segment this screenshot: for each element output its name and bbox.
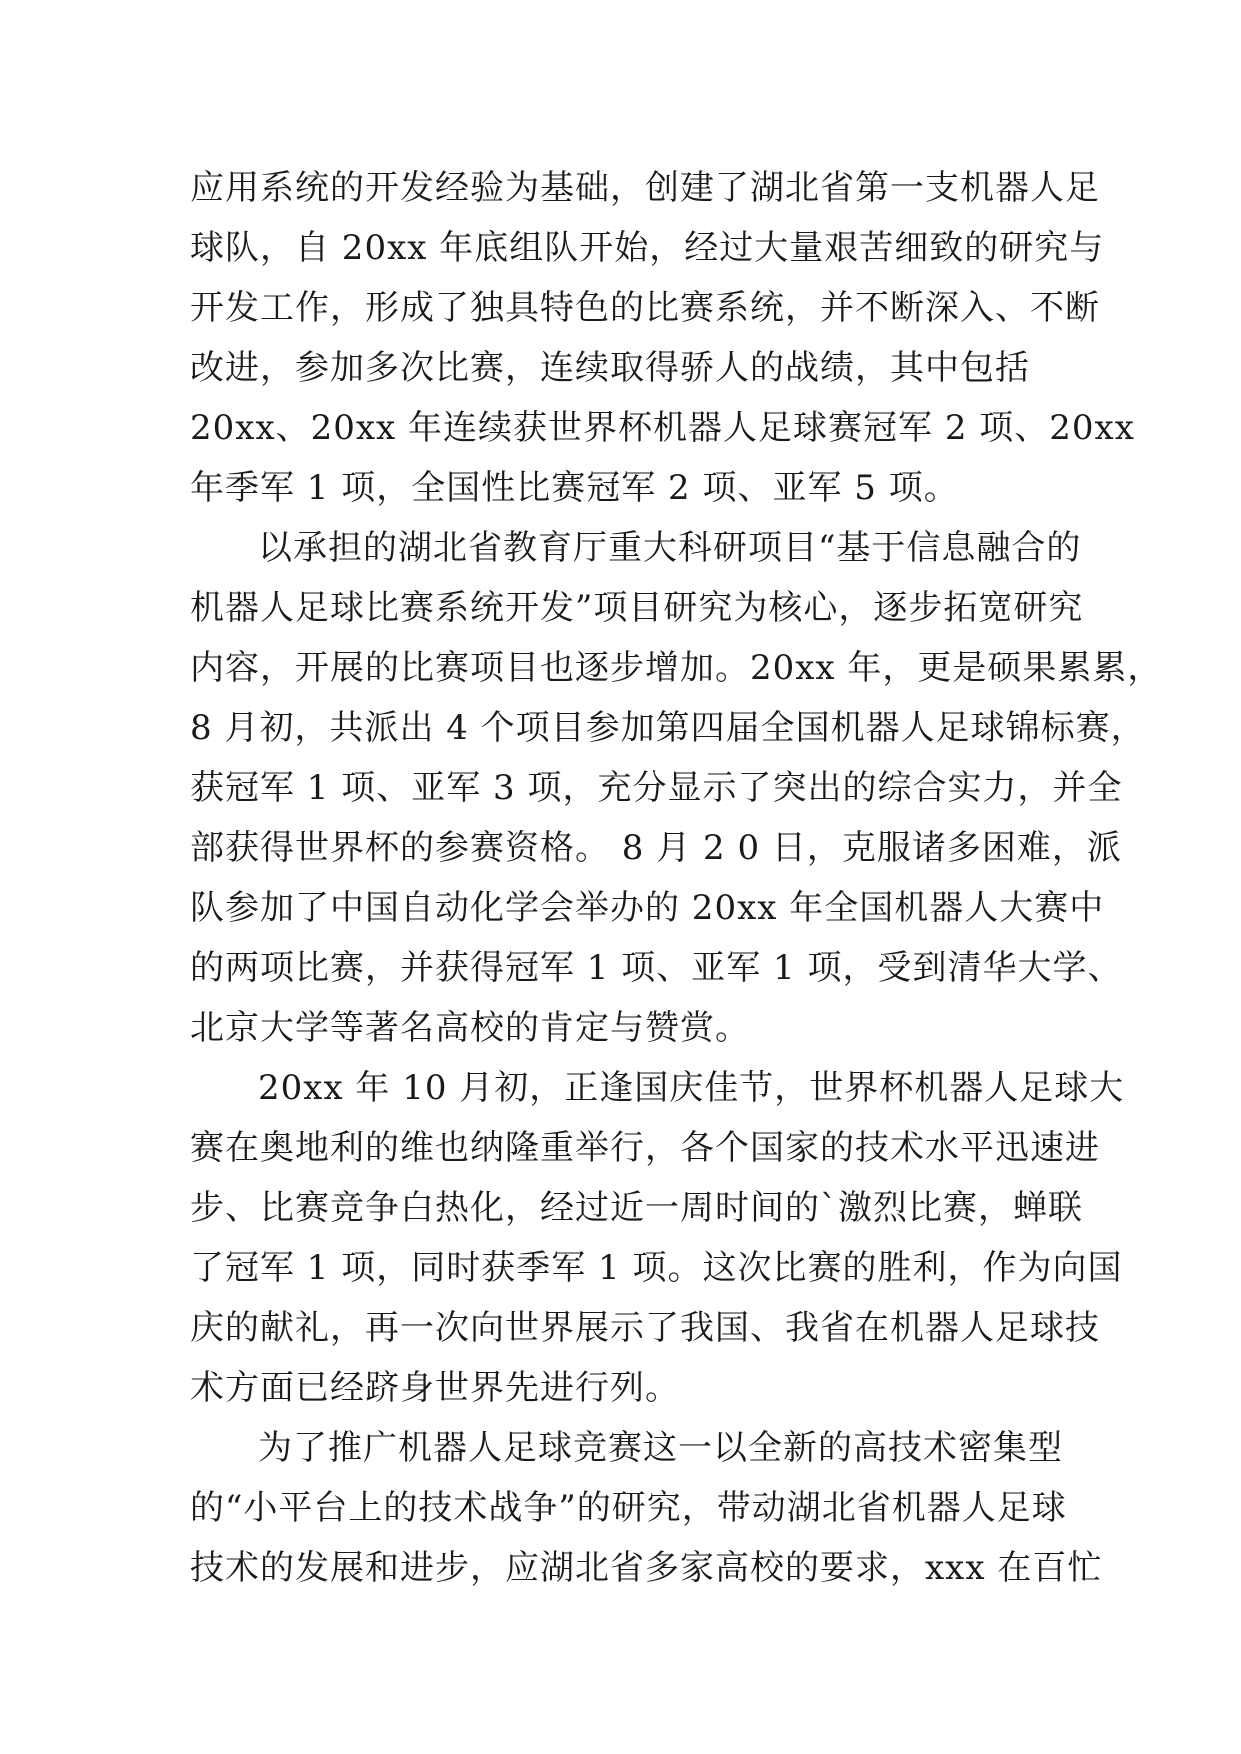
text-line: 机器人足球比赛系统开发”项目研究为核心，逐步拓宽研究 [190, 588, 1084, 628]
text-line: 部获得世界杯的参赛资格。 8 月 2 0 日，克服诸多困难，派 [190, 828, 1122, 868]
text-line: 的“小平台上的技术战争”的研究，带动湖北省机器人足球 [190, 1488, 1067, 1528]
text-line: 开发工作，形成了独具特色的比赛系统，并不断深入、不断 [190, 288, 1100, 328]
text-line: 20xx 年 10 月初，正逢国庆佳节，世界杯机器人足球大 [258, 1068, 1125, 1108]
text-line: 20xx、20xx 年连续获世界杯机器人足球赛冠军 2 项、20xx [190, 408, 1135, 448]
text-line: 赛在奥地利的维也纳隆重举行，各个国家的技术水平迅速进 [190, 1128, 1100, 1168]
text-line: 技术的发展和进步，应湖北省多家高校的要求，xxx 在百忙 [190, 1548, 1103, 1588]
text-line: 北京大学等著名高校的肯定与赞赏。 [190, 1008, 750, 1048]
text-line: 应用系统的开发经验为基础，创建了湖北省第一支机器人足 [190, 168, 1100, 208]
text-line: 球队，自 20xx 年底组队开始，经过大量艰苦细致的研究与 [190, 228, 1105, 268]
text-line: 了冠军 1 项，同时获季军 1 项。这次比赛的胜利，作为向国 [190, 1248, 1123, 1288]
text-line: 年季军 1 项，全国性比赛冠军 2 项、亚军 5 项。 [190, 468, 959, 508]
text-line: 改进，参加多次比赛，连续取得骄人的战绩，其中包括 [190, 348, 1030, 388]
text-line: 以承担的湖北省教育厅重大科研项目“基于信息融合的 [258, 528, 1082, 568]
text-line: 的两项比赛，并获得冠军 1 项、亚军 1 项，受到清华大学、 [190, 948, 1123, 988]
text-line: 步、比赛竞争白热化，经过近一周时间的`激烈比赛，蝉联 [190, 1188, 1083, 1228]
text-line: 8 月初，共派出 4 个项目参加第四届全国机器人足球锦标赛， [190, 708, 1146, 748]
text-line: 为了推广机器人足球竞赛这一以全新的高技术密集型 [258, 1428, 1063, 1468]
text-line: 获冠军 1 项、亚军 3 项，充分显示了突出的综合实力，并全 [190, 768, 1123, 808]
text-line: 术方面已经跻身世界先进行列。 [190, 1368, 680, 1408]
text-line: 内容，开展的比赛项目也逐步增加。20xx 年，更是硕果累累， [190, 648, 1163, 688]
document-body [190, 158, 1163, 1598]
text-line: 庆的献礼，再一次向世界展示了我国、我省在机器人足球技 [190, 1308, 1100, 1348]
text-line: 队参加了中国自动化学会举办的 20xx 年全国机器人大赛中 [190, 888, 1105, 928]
